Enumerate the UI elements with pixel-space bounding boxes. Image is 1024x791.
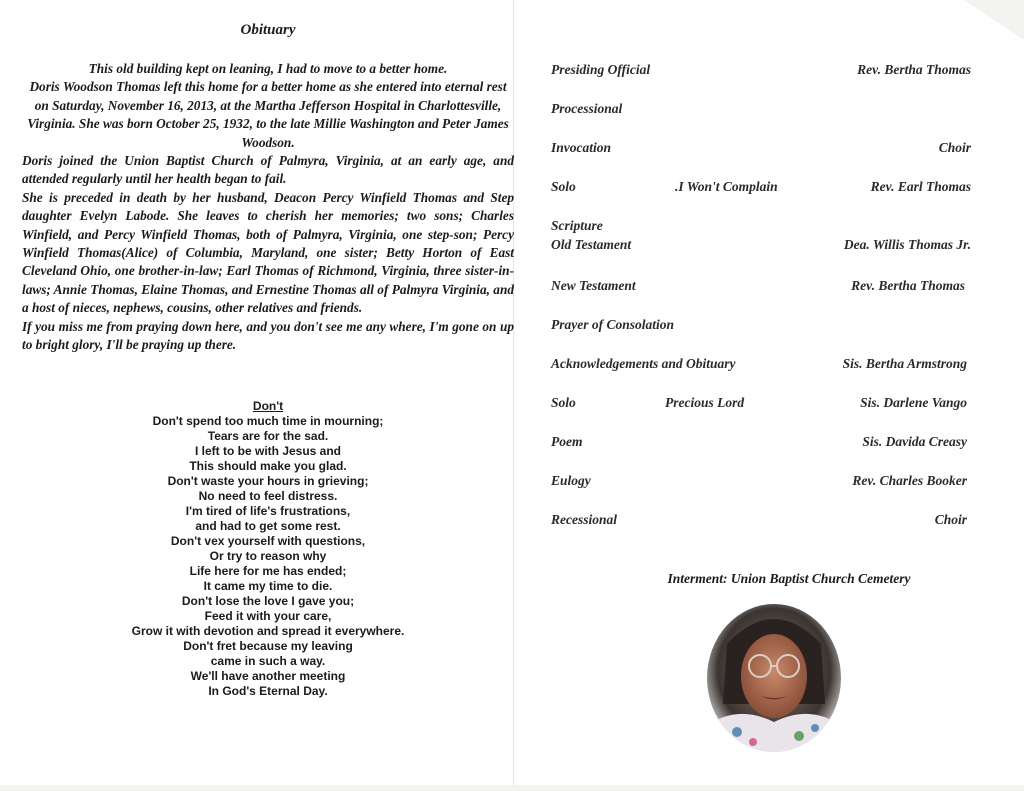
program-song: .I Won't Complain: [675, 179, 778, 194]
obituary-closing: If you miss me from praying down here, and you don't see me any where, I'm gone on up to bright glory, I'll be praying up there.: [22, 318, 514, 353]
program-item: Invocation: [551, 140, 612, 155]
poem-line: Life here for me has ended;: [189, 564, 347, 578]
program-item: Acknowledgements and Obituary: [551, 356, 736, 371]
poem-line: Don't vex yourself with questions,: [170, 534, 366, 548]
program-item: Poem: [551, 434, 583, 449]
program-participant: Dea. Willis Thomas Jr.: [843, 237, 971, 252]
program-item: Prayer of Consolation: [551, 317, 675, 332]
program-item: Recessional: [551, 512, 617, 527]
program-item: Solo: [551, 395, 576, 410]
program-participant: Rev. Bertha Thomas: [857, 62, 971, 77]
program-row-processional: [551, 101, 971, 119]
poem-line: No need to feel distress.: [198, 489, 338, 503]
program-participant: Choir: [934, 512, 967, 527]
obituary-church: Doris joined the Union Baptist Church of Palmyra, Virginia, at an early age, and attended regularly until her health began to fail.: [22, 153, 514, 187]
program-row-acknowledgements: [551, 356, 971, 374]
program-item: New Testament: [551, 278, 636, 293]
portrait-photo: [707, 604, 841, 752]
poem-line: came in such a way.: [210, 654, 326, 668]
obituary-family: She is preceded in death by her husband, Deacon Percy Winfield Thomas and Step daughter Evelyn Labode. She leaves to cherish her memories; two sons; Charles Winfield, and Percy Winfield Thomas, both of Palmyra, Virginia, one step-son; Percy Winfield Thomas(Alice) of Columbia, Maryland, one sister; Betty Horton of East Cleveland Ohio, one brother-in-law; Earl Thomas of Richmond, Virginia, three sister-in-laws; Annie Thomas, Elaine Thomas, and Ernestine Thomas all of Palmyra Virginia, and a host of nieces, nephews, cousins, other relatives and friends.: [22, 189, 514, 316]
program-participant: Rev. Bertha Thomas: [851, 278, 965, 293]
program-row-solo-1: [551, 179, 971, 197]
program-participant: Choir: [938, 140, 971, 155]
program-participant: Rev. Earl Thomas: [870, 179, 971, 194]
poem-line: We'll have another meeting: [190, 669, 346, 683]
program-row-prayer: [551, 317, 971, 335]
program-item: Processional: [551, 101, 623, 116]
poem-line: Tears are for the sad.: [207, 429, 329, 443]
program-item: Eulogy: [551, 473, 591, 488]
program-participant: Sis. Bertha Armstrong: [842, 356, 967, 371]
portrait-illustration: [707, 604, 841, 752]
program-song: Precious Lord: [665, 395, 745, 410]
program-row-invocation: [551, 140, 971, 158]
program-row-scripture: [551, 218, 971, 236]
obituary-intro: This old building kept on leaning, I had to move to a better home.: [88, 61, 448, 76]
obituary-birth: Doris Woodson Thomas left this home for a better home as she entered into eternal rest on Saturday, November 16, 2013, at the Martha Jefferson Hospital in Charlottesville, Virginia. She was born October 25, 1932, to the late Millie Washington and Peter James Woodson.: [27, 79, 509, 150]
program-row-recessional: [551, 512, 971, 530]
poem-line: Don't fret because my leaving: [183, 639, 353, 653]
program-item: Presiding Official: [551, 62, 651, 77]
program-row-old-testament: [551, 237, 971, 255]
program-item: Scripture: [551, 218, 603, 233]
obituary-body: [22, 60, 514, 355]
program-participant: Rev. Charles Booker: [852, 473, 967, 488]
program-item: Old Testament: [551, 237, 632, 252]
poem-line: In God's Eternal Day.: [208, 684, 328, 698]
program-row-presiding-official: [551, 62, 971, 80]
poem-line: Grow it with devotion and spread it everywhere.: [131, 624, 405, 638]
poem-line: and had to get some rest.: [195, 519, 341, 533]
program-row-new-testament: [551, 278, 971, 296]
poem: [22, 399, 514, 699]
poem-line: It came my time to die.: [203, 579, 333, 593]
obituary-title: Obituary: [240, 22, 296, 38]
interment-note: Interment: Union Baptist Church Cemetery: [667, 571, 911, 586]
poem-line: Don't waste your hours in grieving;: [167, 474, 369, 488]
program-participant: Sis. Darlene Vango: [860, 395, 967, 410]
poem-line: Don't spend too much time in mourning;: [152, 414, 384, 428]
poem-line: Don't lose the love I gave you;: [181, 594, 355, 608]
poem-line: I'm tired of life's frustrations,: [185, 504, 351, 518]
program-row-eulogy: [551, 473, 971, 491]
folded-corner: [964, 0, 1024, 40]
program-row-solo-2: [551, 395, 971, 413]
program-participant: Sis. Davida Creasy: [862, 434, 967, 449]
poem-line: Or try to reason why: [209, 549, 327, 563]
program-item: Solo: [551, 179, 576, 194]
program-row-poem: [551, 434, 971, 452]
poem-line: I left to be with Jesus and: [194, 444, 342, 458]
poem-line: Feed it with your care,: [204, 609, 332, 623]
poem-lines: [22, 414, 514, 699]
poem-line: This should make you glad.: [189, 459, 347, 473]
poem-title: Don't: [252, 399, 284, 413]
